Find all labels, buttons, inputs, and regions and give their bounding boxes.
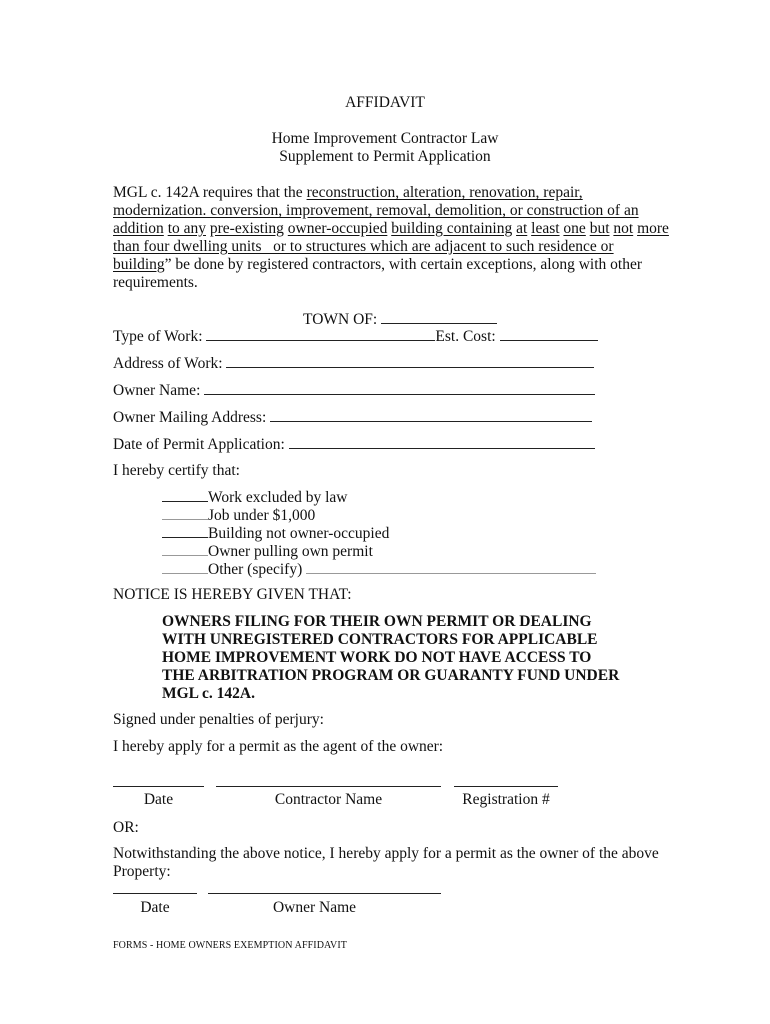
checklist-blank[interactable] [162, 542, 208, 556]
town-of-label: TOWN OF: [303, 311, 378, 328]
checklist-blank[interactable] [162, 506, 208, 520]
intro-line-1: MGL c. 142A requires that the reconstruction, alteration, renovation, repair, [113, 184, 583, 201]
date-of-application-row [113, 435, 595, 454]
owner-date-line[interactable] [113, 893, 197, 894]
signed-under-penalties: Signed under penalties of perjury: [113, 711, 324, 728]
agent-apply-statement: I hereby apply for a permit as the agent of the owner: [113, 738, 444, 755]
owner-mailing-field[interactable] [270, 408, 592, 422]
other-specify-field[interactable] [306, 560, 596, 574]
contractor-date-caption: Date [143, 791, 174, 808]
owner-name-row [113, 381, 595, 400]
checklist-blank[interactable] [162, 560, 208, 574]
checklist-blank[interactable] [162, 488, 208, 502]
town-of-field[interactable] [381, 310, 497, 324]
owner-name-caption: Owner Name [272, 899, 357, 916]
intro-line-6: requirements. [113, 274, 198, 291]
notice-line: WITH UNREGISTERED CONTRACTORS FOR APPLICABLE [162, 631, 598, 648]
document-subtitle-2: Supplement to Permit Application [279, 148, 491, 165]
registration-number-caption: Registration # [462, 791, 550, 808]
owner-apply-statement-1: Notwithstanding the above notice, I hereby apply for a permit as the owner of the above [113, 845, 659, 862]
intro-line-2: modernization. conversion, improvement, removal, demolition, or construction of an [113, 202, 639, 219]
notice-line: MGL c. 142A. [162, 685, 255, 702]
address-of-work-label: Address of Work: [113, 355, 223, 372]
type-of-work-field[interactable] [206, 327, 435, 341]
owner-date-caption: Date [140, 899, 170, 916]
owner-name-label: Owner Name: [113, 382, 201, 399]
date-of-application-field[interactable] [289, 435, 595, 449]
intro-line-4: than four dwelling units or to structures which are adjacent to such residence or [113, 238, 614, 255]
contractor-name-line[interactable] [216, 786, 441, 787]
est-cost-label: Est. Cost: [435, 328, 496, 345]
notice-label: NOTICE IS HEREBY GIVEN THAT: [113, 586, 352, 603]
notice-line: THE ARBITRATION PROGRAM OR GUARANTY FUND UNDER [162, 667, 620, 684]
form-footer: FORMS - HOME OWNERS EXEMPTION AFFIDAVIT [113, 940, 348, 951]
owner-name-line[interactable] [208, 893, 441, 894]
type-of-work-label: Type of Work: [113, 328, 203, 345]
intro-line-3: addition to any pre-existing owner-occupied building containing at least one but not more [113, 220, 669, 237]
checklist-item-job-under: Job under $1,000 [162, 506, 315, 525]
owner-name-field[interactable] [204, 381, 595, 395]
est-cost-field[interactable] [500, 327, 598, 341]
checklist-blank[interactable] [162, 524, 208, 538]
owner-mailing-row [113, 408, 592, 427]
contractor-date-line[interactable] [113, 786, 204, 787]
type-of-work-row [113, 327, 598, 346]
checklist-item-other: Other (specify) [162, 560, 596, 579]
address-of-work-field[interactable] [226, 354, 594, 368]
document-subtitle-1: Home Improvement Contractor Law [271, 130, 499, 147]
certify-label: I hereby certify that: [113, 462, 240, 479]
contractor-name-caption: Contractor Name [274, 791, 383, 808]
notice-line: OWNERS FILING FOR THEIR OWN PERMIT OR DEALING [162, 613, 592, 630]
checklist-item-owner-pulling: Owner pulling own permit [162, 542, 373, 561]
document-title: AFFIDAVIT [345, 94, 425, 111]
or-label: OR: [113, 819, 139, 836]
checklist-item-not-owner-occupied: Building not owner-occupied [162, 524, 389, 543]
address-of-work-row [113, 354, 594, 373]
owner-mailing-label: Owner Mailing Address: [113, 409, 267, 426]
notice-line: HOME IMPROVEMENT WORK DO NOT HAVE ACCESS TO [162, 649, 592, 666]
registration-number-line[interactable] [454, 786, 558, 787]
checklist-item-work-excluded: Work excluded by law [162, 488, 348, 507]
intro-line-5: building” be done by registered contractors, with certain exceptions, along with other [113, 256, 642, 273]
date-of-application-label: Date of Permit Application: [113, 436, 285, 453]
owner-apply-statement-2: Property: [113, 863, 171, 880]
